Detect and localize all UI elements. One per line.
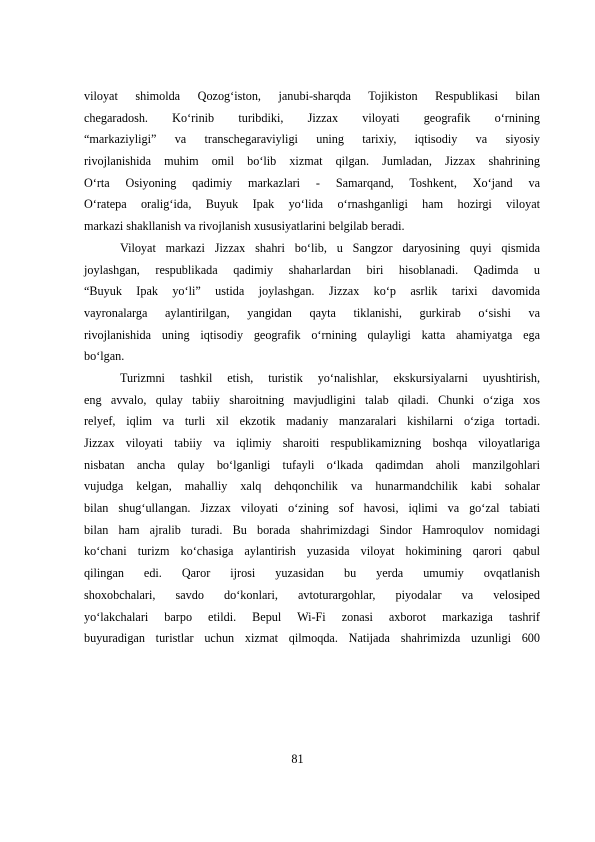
text-line: markazi shakllanish va rivojlanish xususiyatlarini belgilab beradi. <box>84 219 405 234</box>
paragraph <box>84 238 540 368</box>
text-line: eng avvalo, qulay tabiiy sharoitning mavjudligini talab qiladi. Chunki o‘ziga xos <box>84 392 540 407</box>
text-line: yo‘lakchalari barpo etildi. Bepul Wi-Fi zonasi axborot markaziga tashrif <box>84 609 540 624</box>
text-line: bo‘lgan. <box>84 349 125 364</box>
text-line: O‘ratepa oralig‘ida, Buyuk Ipak yo‘lida o‘rnashganligi ham hozirgi viloyat <box>84 197 540 212</box>
text-line: vujudga kelgan, mahalliy xalq dehqonchilik va hunarmandchilik kabi sohalar <box>84 479 540 494</box>
text-line: O‘rta Osiyoning qadimiy markazlari - Samarqand, Toshkent, Xo‘jand va <box>84 175 540 190</box>
text-line: nisbatan ancha qulay bo‘lganligi tufayli o‘lkada qadimdan aholi manzilgohlari <box>84 457 540 472</box>
document-body <box>84 86 540 650</box>
text-line: shoxobchalari, savdo do‘konlari, avtoturargohlar, piyodalar va velosiped <box>84 587 540 602</box>
text-line: rivojlanishida uning iqtisodiy geografik o‘rnining qulayligi katta ahamiyatga ega <box>84 327 540 342</box>
text-line: “markaziyligi” va transchegaraviyligi uning tarixiy, iqtisodiy va siyosiy <box>84 132 540 147</box>
text-line: rivojlanishida muhim omil bo‘lib xizmat qilgan. Jumladan, Jizzax shahrining <box>84 154 540 169</box>
text-line: relyef, iqlim va turli xil ekzotik madaniy manzaralari kishilarni o‘ziga tortadi. <box>84 414 540 429</box>
paragraph <box>84 368 540 650</box>
text-line: buyuradigan turistlar uchun xizmat qilmoqda. Natijada shahrimizda uzunligi 600 <box>84 631 540 646</box>
text-line: viloyat shimolda Qozog‘iston, janubi-sharqda Tojikiston Respublikasi bilan <box>84 89 540 103</box>
text-line: Viloyat markazi Jizzax shahri bo‘lib, u Sangzor daryosining quyi qismida <box>120 240 540 255</box>
paragraph <box>84 86 540 238</box>
text-line: ko‘chani turizm ko‘chasiga aylantirish yuzasida viloyat hokimining qarori qabul <box>84 544 540 559</box>
text-line: chegaradosh. Ko‘rinib turibdiki, Jizzax viloyati geografik o‘rnining <box>84 110 540 125</box>
text-line: bilan ham ajralib turadi. Bu borada shahrimizdagi Sindor Hamroqulov nomidagi <box>84 522 540 537</box>
text-line: joylashgan, respublikada qadimiy shaharlardan biri hisoblanadi. Qadimda u <box>84 262 540 277</box>
text-line: Jizzax viloyati tabiiy va iqlimiy sharoiti respublikamizning boshqa viloyatlariga <box>84 436 540 450</box>
text-line: Turizmni tashkil etish, turistik yo‘nalishlar, ekskursiyalarni uyushtirish, <box>120 370 540 385</box>
text-line: qilingan edi. Qaror ijrosi yuzasidan bu yerda umumiy ovqatlanish <box>84 566 540 581</box>
page-number: 81 <box>291 752 304 766</box>
paragraphs <box>84 86 540 650</box>
text-line: bilan shug‘ullangan. Jizzax viloyati o‘zining sof havosi, iqlimi va go‘zal tabiati <box>84 501 540 516</box>
text-line: vayronalarga aylantirilgan, yangidan qayta tiklanishi, gurkirab o‘sishi va <box>84 305 540 320</box>
text-line: “Buyuk Ipak yo‘li” ustida joylashgan. Jizzax ko‘p asrlik tarixi davomida <box>84 284 540 299</box>
